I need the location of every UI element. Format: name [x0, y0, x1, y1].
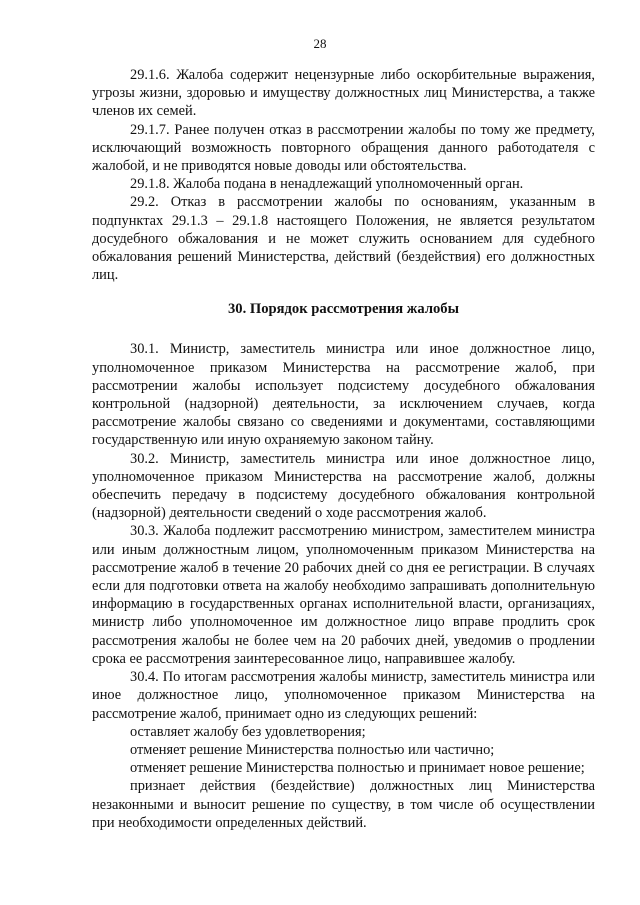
document-body [92, 66, 595, 832]
paragraph-30-4: 30.4. По итогам рассмотрения жалобы министр, заместитель министра или иное должностное лицо, уполномоченное приказом Министерства на рассмотрение жалоб, принимает одно из следующих решений: [92, 669, 595, 722]
decision-option-2: отменяет решение Министерства полностью или частично; [130, 741, 495, 758]
decision-option-4: признает действия (бездействие) должностных лиц Министерства незаконными и выносит решение по существу, в том числе об осуществлении при необходимости определенных действий. [92, 778, 595, 831]
section-heading: 30. Порядок рассмотрения жалобы [228, 301, 459, 318]
paragraph-30-2: 30.2. Министр, заместитель министра или иное должностное лицо, уполномоченное приказом Министерства на рассмотрение жалоб, должны обеспечить передачу в подсистему досудебного обжалования контрольной (надзорной) деятельности сведений о ходе рассмотрения жалоб. [92, 450, 595, 522]
paragraph-29-1-8: 29.1.8. Жалоба подана в ненадлежащий уполномоченный орган. [130, 176, 524, 193]
paragraph-30-1: 30.1. Министр, заместитель министра или иное должностное лицо, уполномоченное приказом Министерства на рассмотрение жалоб, при рассмотрении жалобы использует подсистему досудебного обжалования контрольной (надзорной) деятельности, за исключением случаев, когда рассмотрение жалобы связано со сведениями и документами, составляющими государственную или иную охраняемую законом тайну. [92, 341, 595, 449]
paragraph-29-2: 29.2. Отказ в рассмотрении жалобы по основаниям, указанным в подпунктах 29.1.3 – 29.1.8 настоящего Положения, не является результатом досудебного обжалования и не может служить основанием для судебного обжалования решений Министерства, действий (бездействия) его должностных лиц. [92, 194, 595, 284]
paragraph-29-1-7: 29.1.7. Ранее получен отказ в рассмотрении жалобы по тому же предмету, исключающий возможность повторного обращения данного работодателя с жалобой, и не приводятся новые доводы или обстоятельства. [92, 121, 595, 175]
paragraph-29-1-6: 29.1.6. Жалоба содержит нецензурные либо оскорбительные выражения, угрозы жизни, здоровью и имуществу должностных лиц Министерства, а также членов их семей. [92, 67, 595, 120]
decision-option-3: отменяет решение Министерства полностью и принимает новое решение; [130, 760, 585, 777]
page-number: 28 [313, 36, 327, 51]
paragraph-30-3: 30.3. Жалоба подлежит рассмотрению министром, заместителем министра или иным должностным лицом, уполномоченным приказом Министерства на рассмотрение жалоб в течение 20 рабочих дней со дня ее регистрации. В случаях если для подготовки ответа на жалобу необходимо запрашивать дополнительную информацию в государственных органах исполнительной власти, организациях, министр либо уполномоченное им должностное лицо вправе продлить срок рассмотрения жалобы не более чем на 20 рабочих дней, уведомив о продлении срока ее рассмотрения заинтересованное лицо, направившее жалобу. [92, 523, 595, 667]
decision-option-1: оставляет жалобу без удовлетворения; [130, 723, 366, 740]
